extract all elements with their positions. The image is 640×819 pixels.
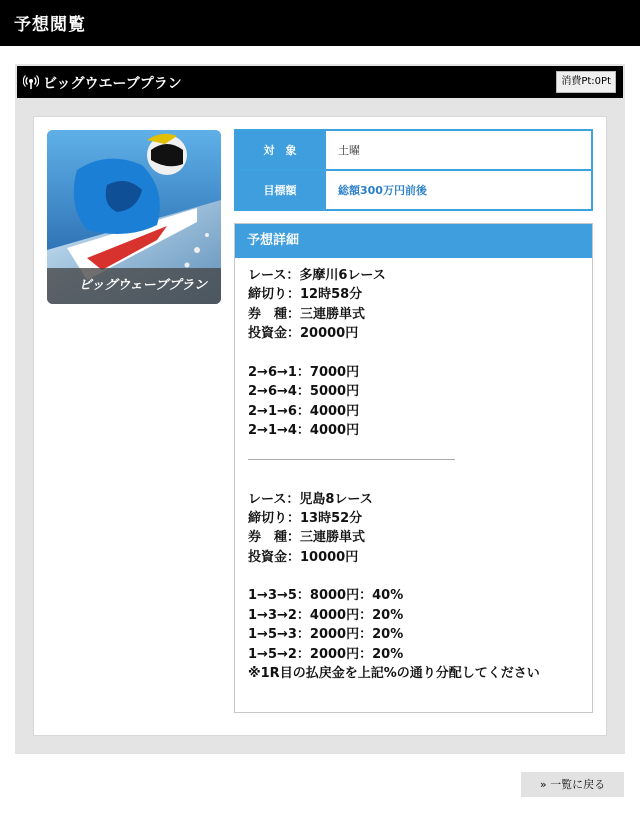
divider xyxy=(248,459,455,460)
plan-name: ビッグウエーブプラン xyxy=(43,76,182,92)
race1-bet: 2→6→1：7000円 xyxy=(248,364,360,380)
race1-bet: 2→1→6：4000円 xyxy=(248,403,360,419)
race1-bet: 2→1→4：4000円 xyxy=(248,423,360,439)
target-label: 対 象 xyxy=(235,130,325,170)
top-bar xyxy=(0,0,640,46)
race2-deadline: 締切り：13時52分 xyxy=(248,510,363,526)
detail-header: 予想詳細 xyxy=(235,224,592,258)
target-row xyxy=(235,130,592,170)
race2-bet: 1→5→2：2000円：20% xyxy=(248,646,404,662)
race2-bet: 1→5→3：2000円：20% xyxy=(248,627,404,643)
goal-label: 目標額 xyxy=(235,170,325,210)
image-caption: ビッグウェーブプラン xyxy=(47,268,221,304)
distribution-note: ※1R目の払戻金を上記%の通り分配してください xyxy=(248,666,540,682)
race1-ticket: 券 種：三連勝単式 xyxy=(248,306,366,322)
antenna-icon xyxy=(23,74,39,90)
race1-bet: 2→6→4：5000円 xyxy=(248,384,360,400)
plan-info-table xyxy=(234,129,593,211)
race2-ticket: 券 種：三連勝単式 xyxy=(248,530,366,546)
race2-investment: 投資金：10000円 xyxy=(248,549,359,565)
plan-image xyxy=(47,130,221,304)
race2-bet: 1→3→5：8000円：40% xyxy=(248,588,404,604)
plan-card xyxy=(33,116,607,736)
race1-deadline: 締切り：12時58分 xyxy=(248,287,363,303)
goal-value: 総額300万円前後 xyxy=(325,170,592,210)
back-to-list-button[interactable]: » 一覧に戻る xyxy=(521,772,624,797)
race2-race: レース：児島8レース xyxy=(248,491,373,507)
detail-body xyxy=(235,258,592,683)
page-title: 予想閲覧 xyxy=(14,15,86,35)
plan-panel xyxy=(15,64,625,754)
race2-bet: 1→3→2：4000円：20% xyxy=(248,607,404,623)
points-badge: 消費Pt:0Pt xyxy=(556,71,616,93)
plan-header xyxy=(17,66,623,98)
prediction-detail xyxy=(234,223,593,713)
race1-race: レース：多摩川6レース xyxy=(248,268,386,283)
goal-row xyxy=(235,170,592,210)
target-value: 土曜 xyxy=(325,130,592,170)
race1-investment: 投資金：20000円 xyxy=(248,326,359,342)
